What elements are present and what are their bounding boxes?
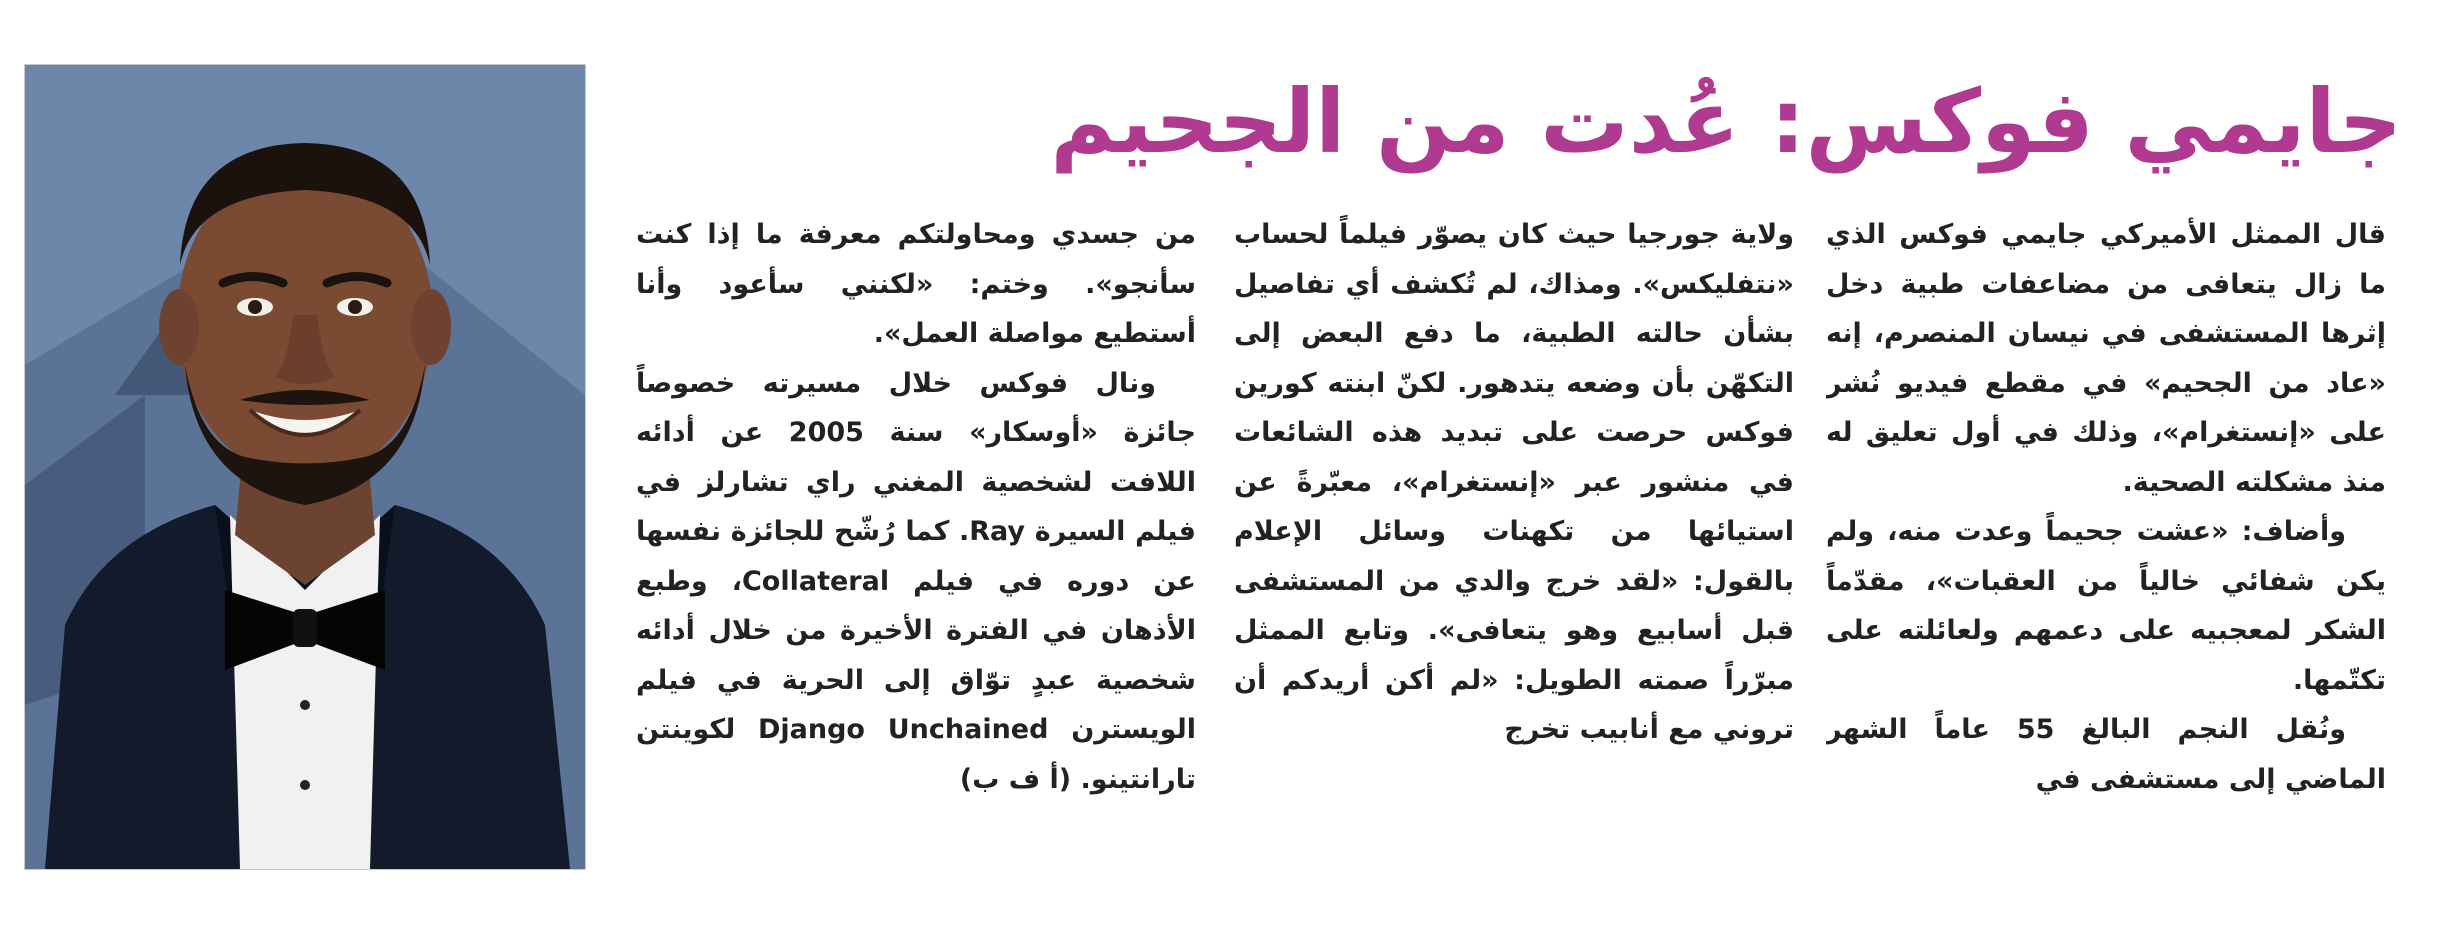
paragraph: من جسدي ومحاولتكم معرفة ما إذا كنت سأنجو». وختم: «لكنني سأعود وأنا أستطيع مواصلة العمل». — [636, 219, 1196, 349]
paragraph: قال الممثل الأميركي جايمي فوكس الذي ما زال يتعافى من مضاعفات طبية دخل إثرها المستشفى في نيسان المنصرم، إنه «عاد من الجحيم» في مقطع فيديو نُشر على «إنستغرام»، وذلك في أول تعليق له منذ مشكلته الصحية. — [1826, 219, 2386, 498]
article-headline: جايمي فوكس: عُدت من الجحيم — [1050, 70, 2402, 173]
article-column-3 — [636, 210, 1196, 870]
portrait-photo-icon — [24, 64, 586, 870]
paragraph: وأضاف: «عشت جحيماً وعدت منه، ولم يكن شفائي خالياً من العقبات»، مقدّماً الشكر لمعجبيه على دعمهم ولعائلته على تكتّمها. — [1826, 516, 2386, 696]
article-column-1 — [1826, 210, 2386, 870]
paragraph: ونال فوكس خلال مسيرته خصوصاً جائزة «أوسكار» سنة 2005 عن أدائه اللافت لشخصية المغني راي تشارلز في فيلم السيرة Ray. كما رُشّح للجائزة نفسها عن دوره في فيلم Collateral، وطبع الأذهان في الفترة الأخيرة من خلال أدائه شخصية عبدٍ توّاق إلى الحرية في فيلم الويسترن Django Unchained لكوينتن تارانتينو. (أ ف ب) — [636, 367, 1196, 795]
paragraph: ونُقل النجم البالغ 55 عاماً الشهر الماضي إلى مستشفى في — [1826, 714, 2386, 795]
article-column-2 — [1234, 210, 1794, 870]
paragraph: ولاية جورجيا حيث كان يصوّر فيلماً لحساب «نتفليكس». ومذاك، لم تُكشف أي تفاصيل بشأن حالته الطبية، ما دفع البعض إلى التكهّن بأن وضعه يتدهور. لكنّ ابنته كورين فوكس حرصت على تبديد هذه الشائعات في منشور عبر «إنستغرام»، معبّرةً عن استيائها من تكهنات وسائل الإعلام بالقول: «لقد خرج والدي من المستشفى قبل أسابيع وهو يتعافى». وتابع الممثل مبرّراً صمته الطويل: «لم أكن أريدكم أن تروني مع أنابيب تخرج — [1234, 219, 1794, 745]
